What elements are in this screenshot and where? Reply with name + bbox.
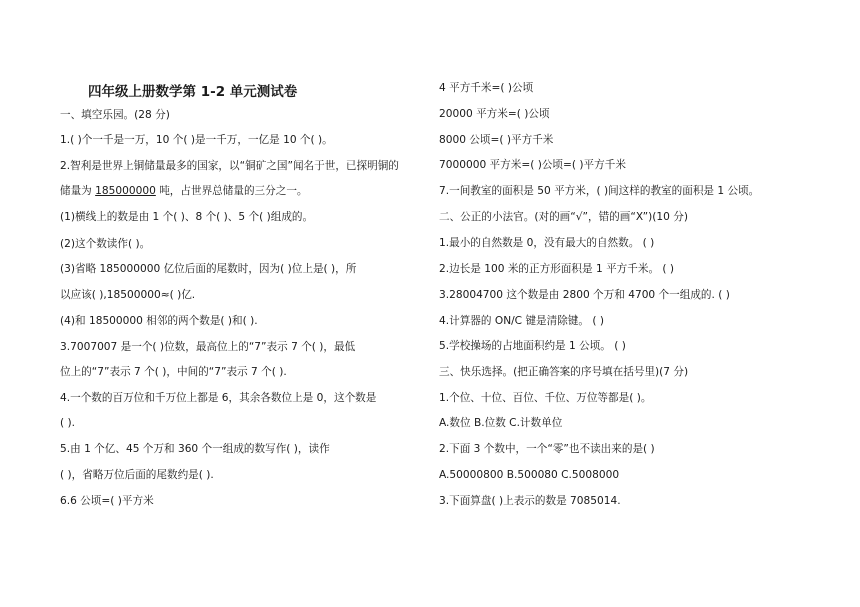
section-heading: 二、公正的小法官。(对的画“√”，错的画“X”)(10 分) [439,211,689,223]
question-line: 以应该( ),18500000≈( )亿. [60,289,196,301]
answer-options: A.数位 B.位数 C.计数单位 [439,417,563,429]
question-line: 1.最小的自然数是 0，没有最大的自然数。 ( ) [439,237,655,249]
question-line: 3.7007007 是一个( )位数，最高位上的“7”表示 7 个( )，最低 [60,341,356,353]
line-text: 吨，占世界总储量的三分之一。 [155,185,308,197]
question-line: 2.智利是世界上铜储量最多的国家，以“铜矿之国”闻名于世，已探明铜的 [60,160,399,172]
question-line: 3.28004700 这个数是由 2800 个万和 4700 个一组成的. ( ) [439,289,730,301]
question-line: 2.下面 3 个数中，一个“零”也不读出来的是( ) [439,443,655,455]
question-line: (3)省略 185000000 亿位后面的尾数时，因为( )位上是( )，所 [60,263,357,275]
question-line: (1)横线上的数是由 1 个( )、8 个( )、5 个( )组成的。 [60,211,314,223]
question-line: 4.计算器的 ON/C 键是清除键。 ( ) [439,315,605,327]
question-line: 2.边长是 100 米的正方形面积是 1 平方千米。 ( ) [439,263,675,275]
question-line: 6.6 公顷=( )平方米 [60,495,154,507]
answer-options: A.50000800 B.500080 C.5008000 [439,469,620,481]
page-title: 四年级上册数学第 1-2 单元测试卷 [88,84,298,100]
question-line: 1.个位、十位、百位、千位、万位等都是( )。 [439,392,652,404]
question-line: 20000 平方米=( )公顷 [439,108,550,120]
question-line: 7000000 平方米=( )公顷=( )平方千米 [439,159,626,171]
question-line: 位上的“7”表示 7 个( )，中间的“7”表示 7 个( ). [60,366,287,378]
question-line: 5.学校操场的占地面积约是 1 公顷。 ( ) [439,340,626,352]
section-heading: 三、快乐选择。(把正确答案的序号填在括号里)(7 分) [439,366,689,378]
question-line: 7.一间教室的面积是 50 平方米，( )间这样的教室的面积是 1 公顷。 [439,185,760,197]
question-line: 3.下面算盘( )上表示的数是 7085014. [439,495,621,507]
question-line: (4)和 18500000 相邻的两个数是( )和( ). [60,315,258,327]
question-line: (2)这个数读作( )。 [60,238,151,250]
line-text: 储量为 [60,185,96,197]
underlined-number: 185000000 [95,185,156,197]
question-line: 4 平方千米=( )公顷 [439,82,534,94]
question-line: ( ). [60,417,76,429]
question-line [60,184,308,198]
question-line: 4.一个数的百万位和千万位上都是 6，其余各数位上是 0，这个数是 [60,392,377,404]
question-line: 8000 公顷=( )平方千米 [439,134,554,146]
section-heading: 一、填空乐园。(28 分) [60,109,170,121]
question-line: 5.由 1 个亿、45 个万和 360 个一组成的数写作( )，读作 [60,443,330,455]
question-line: ( )，省略万位后面的尾数约是( ). [60,469,214,481]
question-line: 1.( )个一千是一万，10 个( )是一千万，一亿是 10 个( )。 [60,134,333,146]
